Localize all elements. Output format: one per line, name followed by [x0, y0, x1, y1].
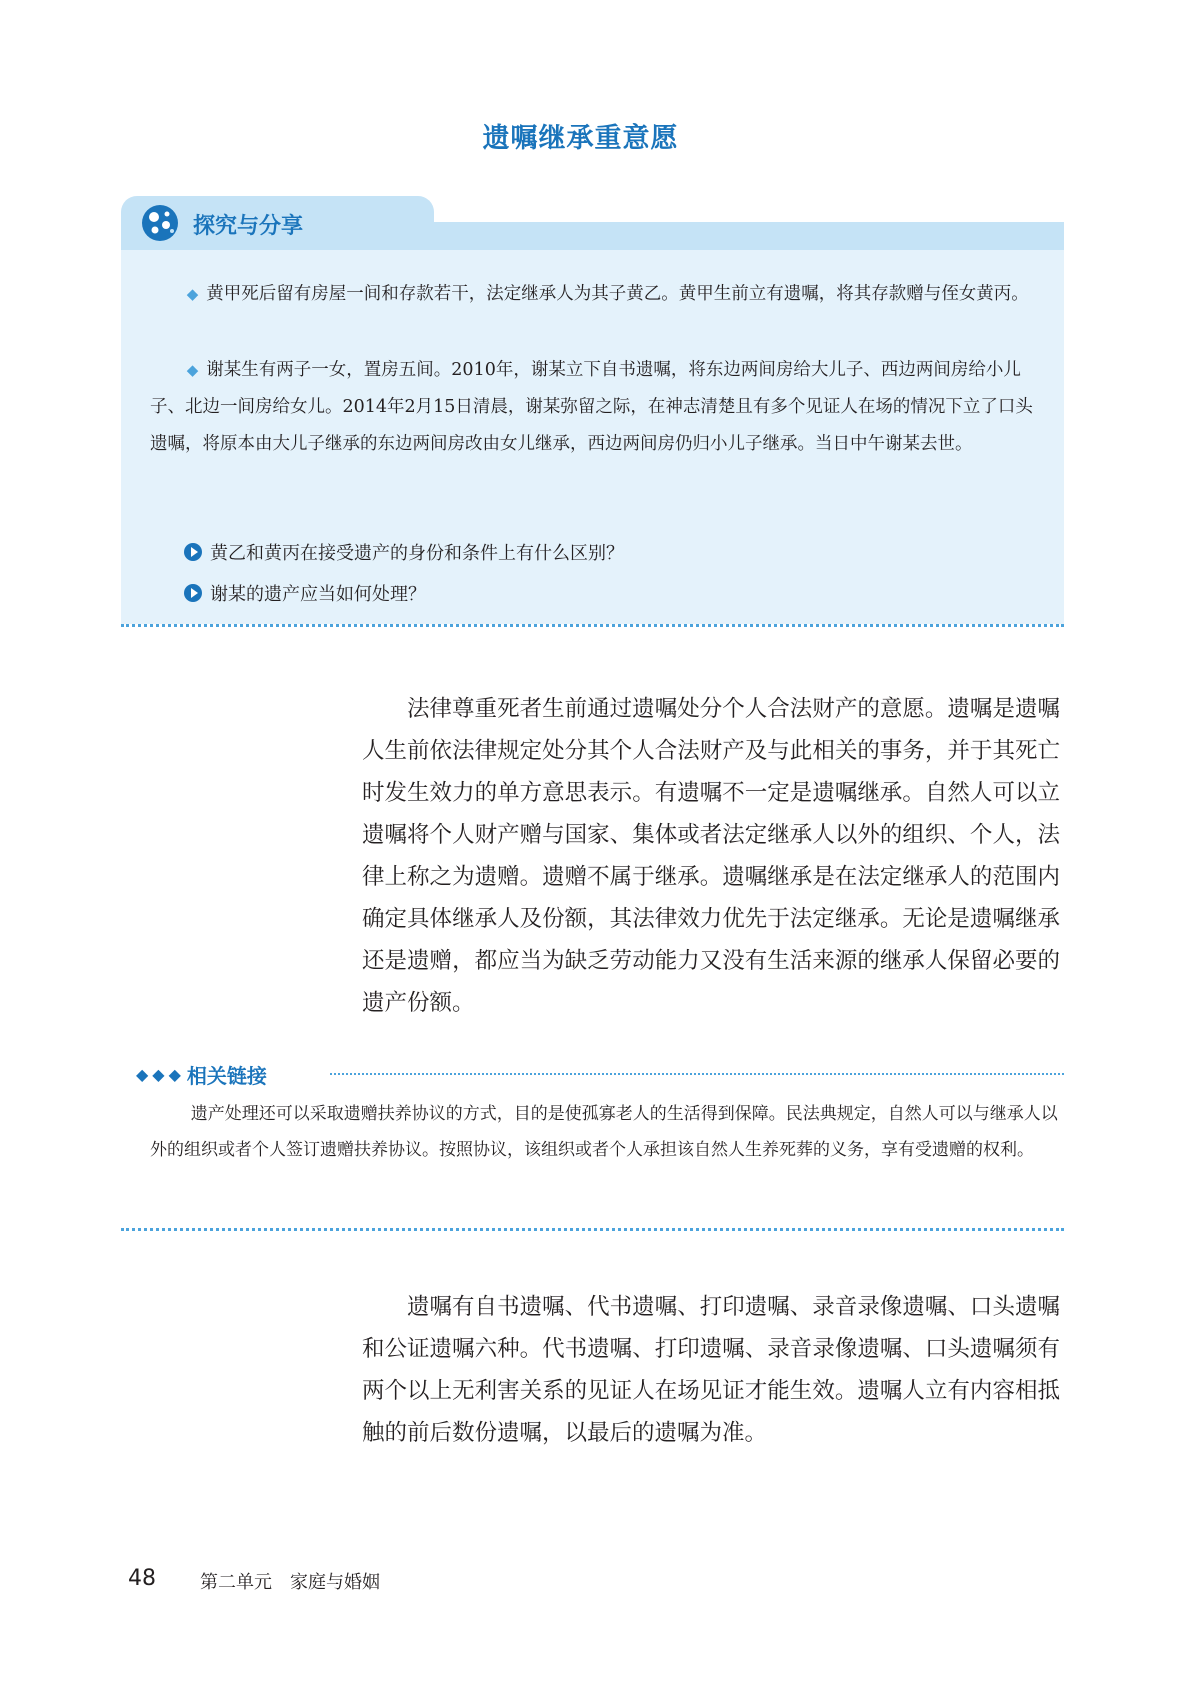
question-2 [184, 580, 426, 606]
diamond-bullet-icon: ◆ [186, 361, 199, 379]
dotted-divider [121, 624, 1064, 627]
related-link-text [150, 1096, 1062, 1168]
footer-unit-title: 第二单元 家庭与婚姻 [200, 1572, 380, 1593]
case-1-text: 黄甲死后留有房屋一间和存款若干，法定继承人为其子黄乙。黄甲生前立有遗嘱，将其存款赠与侄女黄丙。 [206, 284, 1029, 304]
case-2-text: 谢某生有两子一女，置房五间。2010年，谢某立下自书遗嘱，将东边两间房给大儿子、西边两间房给小儿子、北边一间房给女儿。2014年2月15日清晨，谢某弥留之际，在神志清楚且有多个见证人在场的情况下立了口头遗嘱，将原本由大儿子继承的东边两间房改由女儿继承，西边两间房仍归小儿子继承。当日中午谢某去世。 [150, 360, 1033, 454]
body-paragraph-2-text: 遗嘱有自书遗嘱、代书遗嘱、打印遗嘱、录音录像遗嘱、口头遗嘱和公证遗嘱六种。代书遗嘱、打印遗嘱、录音录像遗嘱、口头遗嘱须有两个以上无利害关系的见证人在场见证才能生效。遗嘱人立有内容相抵触的前后数份遗嘱，以最后的遗嘱为准。 [362, 1294, 1060, 1446]
related-link-label: 相关链接 [186, 1064, 267, 1088]
diamonds-icon: ◆◆◆ [136, 1065, 185, 1084]
question-1 [184, 539, 624, 565]
section-title: 遗嘱继承重意愿 [482, 123, 679, 154]
question-1-text: 黄乙和黄丙在接受遗产的身份和条件上有什么区别？ [210, 543, 624, 564]
case-2 [150, 352, 1050, 463]
body-paragraph-1 [362, 688, 1060, 1024]
arrow-bullet-icon [184, 543, 202, 561]
related-link-paragraph: 遗产处理还可以采取遗赠扶养协议的方式，目的是使孤寡老人的生活得到保障。民法典规定，自然人可以与继承人以外的组织或者个人签订遗赠扶养协议。按照协议，该组织或者个人承担该自然人生养死葬的义务，享有受遗赠的权利。 [150, 1104, 1058, 1160]
body-paragraph-2 [362, 1286, 1060, 1454]
arrow-bullet-icon [184, 584, 202, 602]
case-1 [150, 276, 1050, 313]
globe-icon [140, 203, 180, 243]
dotted-divider [330, 1073, 1064, 1075]
related-link-heading [136, 1060, 267, 1089]
question-2-text: 谢某的遗产应当如何处理？ [210, 584, 426, 605]
body-paragraph-1-text: 法律尊重死者生前通过遗嘱处分个人合法财产的意愿。遗嘱是遗嘱人生前依法律规定处分其个人合法财产及与此相关的事务，并于其死亡时发生效力的单方意思表示。有遗嘱不一定是遗嘱继承。自然人可以立遗嘱将个人财产赠与国家、集体或者法定继承人以外的组织、个人，法律上称之为遗赠。遗赠不属于继承。遗嘱继承是在法定继承人的范围内确定具体继承人及份额，其法律效力优先于法定继承。无论是遗嘱继承还是遗赠，都应当为缺乏劳动能力又没有生活来源的继承人保留必要的遗产份额。 [362, 696, 1060, 1016]
dotted-divider [121, 1228, 1064, 1231]
explore-label: 探究与分享 [193, 214, 304, 239]
page-number: 48 [128, 1566, 156, 1591]
diamond-bullet-icon: ◆ [186, 285, 199, 303]
